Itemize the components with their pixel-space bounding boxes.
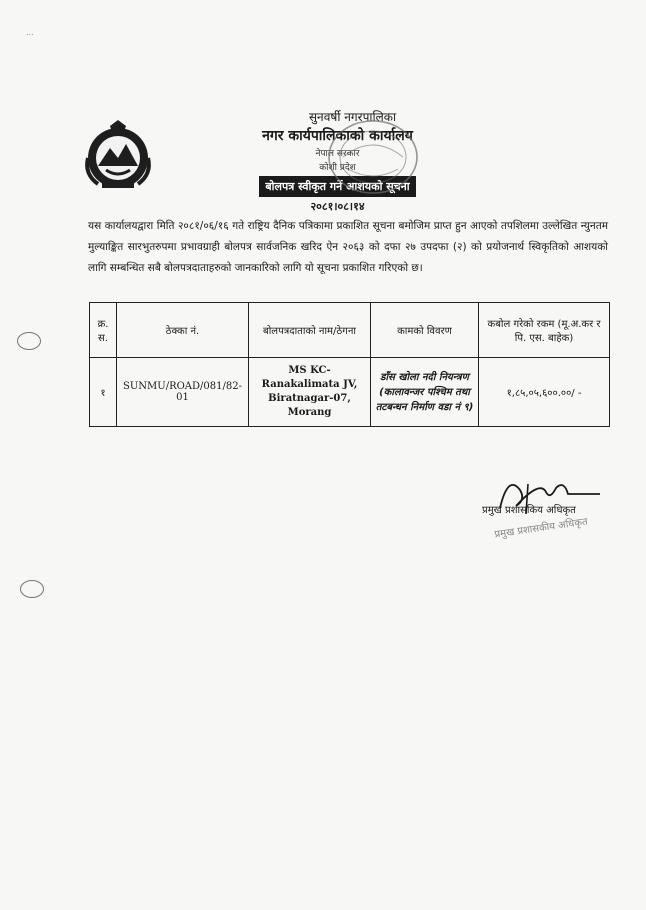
header-bidder: बोलपत्रदाताको नाम/ठेगना [249, 303, 371, 358]
header-contract-no: ठेक्का नं. [117, 303, 249, 358]
signatory-stamp: प्रमुख प्रशासकीय अधिकृत [493, 516, 589, 541]
cell-bid-amount: १,८५,०५,६००.००/ - [479, 358, 610, 427]
table-header-row [90, 303, 610, 358]
office-name: नगर कार्यपालिकाको कार्यालय [262, 128, 413, 144]
cell-bidder: MS KC-Ranakalimata JV, Biratnagar-07, Morang [249, 358, 371, 427]
notice-title: बोलपत्र स्वीकृत गर्ने आशयको सूचना [259, 176, 415, 197]
government-emblem-icon [80, 118, 156, 194]
header-work-description: कामको विवरण [371, 303, 479, 358]
bid-table [89, 302, 610, 427]
table-row [90, 358, 610, 427]
municipality-name: सुनवर्षी नगरपालिका [308, 110, 397, 124]
notice-paragraph: यस कार्यालयद्वारा मिति २०८१/०६/१६ गते राष्ट्रिय दैनिक पत्रिकामा प्रकाशित सूचना बमोजिम प्राप्त हुन आएको तपशिलमा उल्लेखित न्युनतम मुल्याङ्कित सारभुतरुपमा प्रभावग्राही बोलपत्र सार्वजनिक खरिद ऐन २०६३ को दफा २७ उपदफा (२) को प्रयोजनार्थ स्विकृतिको आशयको लागि सम्बन्धित सबै बोलपत्रदाताहरुको जानकारिको लागि यो सूचना प्रकाशित गरिएको छ। [88, 220, 608, 274]
letterhead [230, 108, 445, 214]
address-line-2: कोशी प्रदेश [319, 163, 356, 173]
cell-work-description: डाँस खोला नदी नियन्त्रण (कालावन्जर पश्चिम तथा तटबन्धन निर्माण वडा नं ९) [371, 358, 479, 427]
signature-block [470, 470, 620, 540]
corner-mark: ... [26, 28, 34, 37]
header-bid-amount: कबोल गरेको रकम (मू.अ.कर र पि. एस. बाहेक) [479, 303, 610, 358]
punch-hole [20, 580, 44, 598]
header-sn: क्र. स. [90, 303, 117, 358]
address-line-1: नेपाल सरकार [315, 149, 360, 159]
punch-hole [17, 332, 41, 350]
cell-contract-no: SUNMU/ROAD/081/82-01 [117, 358, 249, 427]
signatory-title: प्रमुख प्रशासकिय अधिकृत [482, 505, 576, 516]
notice-date: २०८१।०८।१४ [310, 200, 365, 213]
cell-sn: १ [90, 358, 117, 427]
